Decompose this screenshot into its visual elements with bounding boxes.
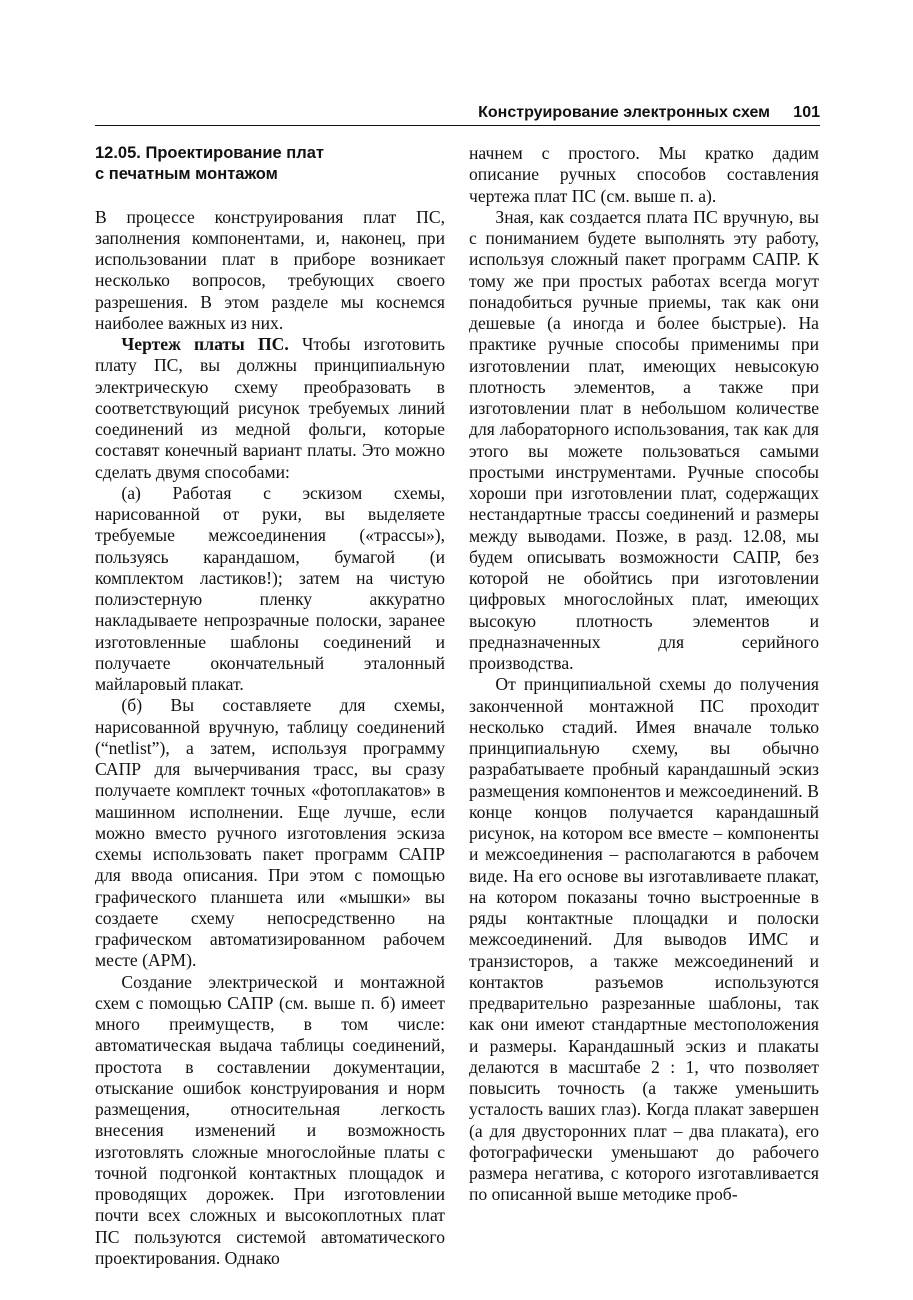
drawing-text: Чтобы изготовить плату ПС, вы должны принципиальную электрическую схему преобразовать в соответствующий рисунок требуемых линий соединений из медной фольги, которые составят конечный вариант платы. Это можно сделать двумя способами: [95,334,445,482]
right-column [469,143,819,1206]
left-column [95,143,445,1269]
section-title-line-2: с печатным монтажом [95,165,278,184]
section-title [95,143,445,186]
method-b-paragraph: (б) Вы составляете для схемы, нарисованной вручную, таблицу соединений (“netlist”), а затем, используя программу САПР для вычерчивания трасс, вы сразу получаете комплект точных «фотоплакатов» в машинном исполнении. Еще лучше, если можно вместо ручного изготовления эскиза схемы использовать пакет программ САПР для ввода описания. При этом с помощью графического планшета или «мышки» вы создаете схему непосредственно на графическом автоматизированном рабочем месте (АРМ). [95,695,445,971]
stages-paragraph: От принципиальной схемы до получения законченной монтажной ПС проходит несколько стадий. Имея вначале только принципиальную схему, вы обычно разрабатываете пробный карандашный эскиз размещения компонентов и межсоединений. В конце концов получается карандашный рисунок, на котором все вместе – компоненты и межсоединения – располагаются в рабочем виде. На его основе вы изготавливаете плакат, на котором показаны точно выстроенные в ряды контактные площадки и полоски межсоединений. Для выводов ИМС и транзисторов, а также межсоединений и контактов разъемов используются предварительно разрезанные шаблоны, так как они имеют стандартные местоположения и размеры. Карандашный эскиз и плакаты делаются в масштабе 2 : 1, что позволяет повысить точность (а также уменьшить усталость ваших глаз). Когда плакат завершен (а для двусторонних плат – два плаката), его фотографически уменьшают до рабочего размера негатива, с которого изготавливается по описанной выше методике проб- [469,674,819,1205]
page-number: 101 [793,104,820,121]
cad-paragraph: Создание электрической и монтажной схем с помощью САПР (см. выше п. б) имеет много преимуществ, в том числе: автоматическая выдача таблицы соединений, простота в составлении документации, отыскание ошибок конструирования и норм размещения, относительная легкость внесения изменений и возможность изготовлять сложные многослойные платы с точной подгонкой контактных площадок и проводящих дорожек. При изготовлении почти всех сложных и высокоплотных плат ПС пользуются системой автоматического проектирования. Однако [95,971,445,1268]
drawing-heading: Чертеж платы ПС. [121,334,289,354]
drawing-paragraph [95,334,445,483]
running-head [95,103,820,126]
intro-paragraph: В процессе конструирования плат ПС, заполнения компонентами, и, наконец, при использовании плат в приборе возникает несколько вопросов, требующих своего разрешения. В этом разделе мы коснемся наиболее важных из них. [95,206,445,333]
running-head-title: Конструирование электронных схем [478,104,770,121]
method-a-paragraph: (а) Работая с эскизом схемы, нарисованной от руки, вы выделяете требуемые межсоединения («трассы»), пользуясь карандашом, бумагой (и комплектом ластиков!); затем на чистую полиэстерную пленку аккуратно накладываете непрозрачные полоски, заранее изготовленные шаблоны соединений и получаете окончательный эталонный майларовый плакат. [95,482,445,694]
manual-methods-paragraph: Зная, как создается плата ПС вручную, вы с пониманием будете выполнять эту работу, используя сложный пакет программ САПР. К тому же при простых работах всегда могут понадобиться ручные приемы, так как они дешевые (а иногда и более быстрые). На практике ручные способы применимы при изготовлении плат, имеющих невысокую плотность элементов, а также при изготовлении плат в небольшом количестве для лабораторного использования, так как для этого вы можете пользоваться самыми простыми инструментами. Ручные способы хороши при изготовлении плат, содержащих нестандартные трассы соединений и размеры между выводами. Позже, в разд. 12.08, мы будем описывать возможности САПР, без которой не обойтись при изготовлении цифровых многослойных плат, имеющих высокую плотность элементов и предназначенных для серийного производства. [469,206,819,673]
section-title-line-1: 12.05. Проектирование плат [95,144,324,162]
continuation-paragraph: начнем с простого. Мы кратко дадим описание ручных способов составления чертежа плат ПС (см. выше п. а). [469,143,819,206]
